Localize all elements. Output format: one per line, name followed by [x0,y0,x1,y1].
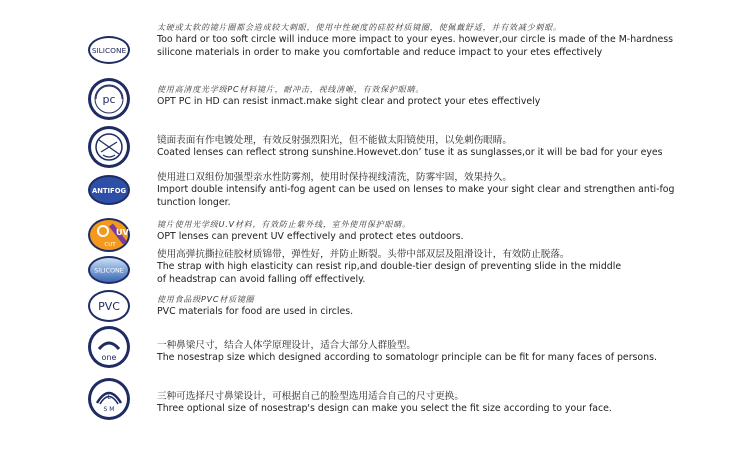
feature-en-line: Coated lenses can reflect strong sunshine.Howevet.don’ tuse it as sunglasses,or it will be bad for your eyes [157,147,663,158]
pc-lens-icon [87,77,131,121]
antifog-icon-label: ANTIFOG [91,187,127,195]
feature-cn-text: 镜片使用光学级U.V材料，有效防止紫外线，室外使用保护眼睛。 [157,220,411,229]
feature-en-line: silicone materials in order to make you comfortable and reduce impact to your etes effectively [157,46,603,58]
feature-cn-text: 使用高弹抗撕拉硅胶材质锦带，弹性好，并防止断裂。头带中部双层及阻滑设计，有效防止脱落。 [157,249,570,260]
one-icon-label: one [101,353,117,362]
feature-en-line: Too hard or too soft circle will induce more impact to your eyes. however,our circle is made of the M-hardness [157,34,673,45]
feature-en-line: tunction longer. [157,196,231,208]
feature-en-line: of headstrap can avoid falling off effectively. [157,273,366,285]
feature-en-line: The strap with high elasticity can resist rip,and double-tier design of preventing slide in the middle [157,261,622,272]
silicone-icon-label: SILICONE [91,46,127,55]
feature-cn-text: 太硬或太软的镜片圈都会造成较大刺眼，使用中性硬度的硅胶材质镜圈，使佩戴舒适，并有效减少刺眼。 [157,23,562,32]
pc-icon-label: pc [102,93,116,106]
feature-en-line: Import double intensify anti-fog agent can be used on lenses to make your sight clear and strengthen anti-fog [157,184,675,195]
pvc-icon [87,284,131,328]
uv-icon-label: UV [116,228,129,237]
silicone-oval-icon [87,28,131,72]
feature-en-line: PVC materials for food are used in circles. [157,306,354,317]
pvc-icon-label: PVC [98,300,120,313]
uv-icon-sublabel: CUT [104,242,116,248]
antifog-icon [87,168,131,212]
strap-icon-label: SILICONE [94,266,124,275]
size-sm-label: S M [103,406,115,413]
feature-cn-text: 镜面表面有作电镀处理，有效反射强烈阳光，但不能做太阳镜使用，以免刺伤眼睛。 [157,135,512,146]
size-l-label: L [107,394,111,401]
nose-three-size-icon [87,377,131,421]
feature-en-line: OPT PC in HD can resist inmact.make sight clear and protect your etes effectively [157,96,541,107]
feature-en-line: Three optional size of nosestrap's design can make you select the fit size according to your face. [157,403,612,414]
feature-cn-text: 一种鼻梁尺寸，结合人体学原理设计，适合大部分人群脸型。 [157,340,417,351]
feature-en-line: OPT lenses can prevent UV effectively and protect etes outdoors. [157,231,464,242]
feature-en-line: The nosestrap size which designed according to somatologr principle can be fit for many faces of persons. [157,352,657,363]
coated-lens-icon [87,125,131,169]
nose-one-size-icon [87,325,131,369]
feature-cn-text: 使用进口双组份加强型亲水性防雾剂，使用时保持视线清洗，防雾牢固，效果持久。 [157,172,512,183]
feature-cn-text: 三种可选择尺寸鼻梁设计，可根据自己的脸型选用适合自己的尺寸更换。 [157,391,464,402]
feature-cn-text: 使用食品级PVC材质镜圈 [157,295,255,304]
feature-cn-text: 使用高清度光学级PC材料镜片，耐冲击，视线清晰，有效保护眼睛。 [157,85,425,94]
